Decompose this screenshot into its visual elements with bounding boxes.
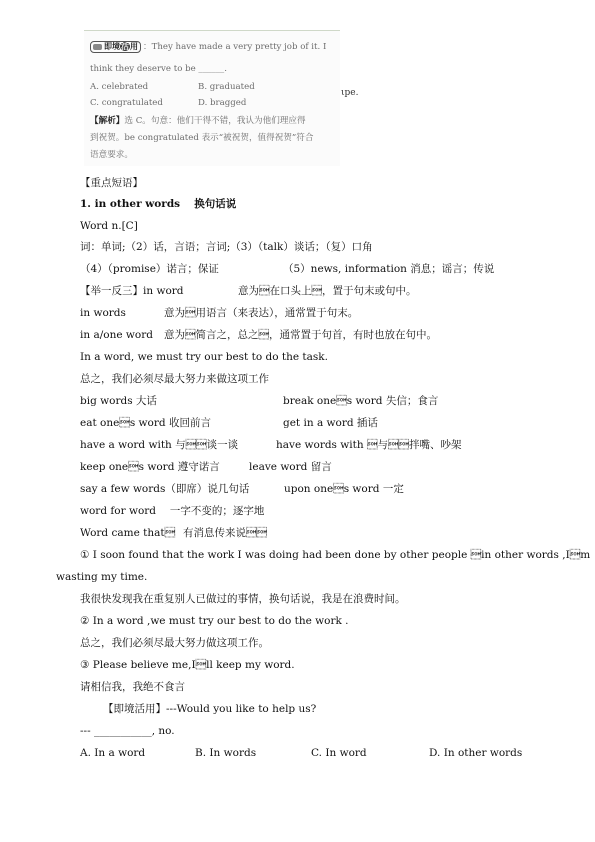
extension-in-words: in words	[80, 307, 126, 319]
phrase-break-word: break ones word 失信；食言	[283, 395, 439, 407]
word-definition-1: 词：单词;（2）话，言语；言词;（3）（talk）谈话；（复）口角	[80, 241, 373, 253]
phrase-big-words: big words 大话	[80, 395, 157, 407]
phrase-word-came-meaning: 有消息传来说	[183, 527, 267, 539]
phrase-have-words: have words with 与拌嘴、吵架	[276, 439, 462, 451]
example-sentence-en: In a word, we must try our best to do the task.	[80, 351, 328, 363]
example-3-en: ③ Please believe me,Ill keep my word.	[80, 659, 295, 671]
phrase-upon-word: upon ones word 一定	[284, 483, 404, 495]
phrase-keep-word: keep ones word 遵守诺言	[80, 461, 220, 473]
phrase-say-few-words: say a few words（即席）说几句话	[80, 483, 250, 495]
word-definition-3: （5）news, information 消息；谣言；传说	[283, 263, 495, 275]
phrase-word-came: Word came that	[80, 527, 176, 539]
scanned-exercise-image	[84, 30, 340, 166]
extension-in-word: 【举一反三】in word	[80, 285, 184, 297]
example-1-en: ① I soon found that the work I was doing had been done by other people in other words ,Im	[80, 549, 591, 561]
phrase-leave-word: leave word 留言	[249, 461, 332, 473]
scan-question-line-2: think they deserve to be ______.	[90, 64, 227, 74]
example-2-en: ② In a word ,we must try our best to do the work .	[80, 615, 349, 627]
practice-question: 【即境活用】---Would you like to help us?	[103, 703, 317, 715]
practice-answer-blank: --- ___________, no.	[80, 725, 175, 737]
phrase-eat-word: eat ones word 收回前言	[80, 417, 211, 429]
extension-in-word-meaning: 意为在口头上，置于句末或句中。	[238, 285, 417, 297]
scan-option-a: A. celebrated	[90, 82, 149, 92]
scan-analysis-line-2: 到祝贺。be congratulated 表示“被祝贺，值得祝贺”符合	[90, 133, 314, 143]
example-1-en-cont: wasting my time.	[56, 571, 148, 583]
scan-analysis-line-1: 【解析】选 C。句意：他们干得不错，我认为他们理应得	[90, 116, 306, 126]
extension-in-words-meaning: 意为用语言（来表达），通常置于句末。	[164, 307, 359, 319]
phrase-word-for-word: word for word 一字不变的；逐字地	[80, 505, 265, 517]
scan-question-line-1: 即境活用 ：They have made a very pretty job of it. I	[90, 41, 326, 53]
extension-in-a-word-meaning: 意为简言之，总之，通常置于句首，有时也放在句中。	[164, 329, 437, 341]
phrase-have-a-word: have a word with 与谈一谈	[80, 439, 239, 451]
scan-analysis-line-3: 语意要求。	[90, 150, 133, 160]
example-2-zh: 总之，我们必须尽最大努力做这项工作。	[80, 637, 269, 649]
scan-option-c: C. congratulated	[90, 98, 163, 108]
trailing-text: ιpe.	[341, 88, 359, 98]
phrase-heading: 1. in other words 换句话说	[80, 198, 237, 210]
example-1-zh: 我很快发现我在重复别人已做过的事情，换句话说，我是在浪费时间。	[80, 593, 406, 605]
word-entry: Word n.[C]	[80, 220, 138, 232]
book-icon	[93, 44, 102, 50]
example-sentence-zh: 总之，我们必须尽最大努力来做这项工作	[80, 373, 269, 385]
option-c: C. In word	[311, 747, 367, 759]
example-3-zh: 请相信我，我绝不食言	[80, 681, 185, 693]
word-definition-2: （4）（promise）诺言；保证	[80, 263, 219, 275]
option-b: B. In words	[195, 747, 257, 759]
section-heading: 【重点短语】	[80, 177, 143, 189]
practice-tag: 即境活用	[90, 41, 141, 53]
phrase-get-in-word: get in a word 插话	[283, 417, 378, 429]
option-d: D. In other words	[429, 747, 523, 759]
extension-in-a-word: in a/one word	[80, 329, 153, 341]
scan-option-d: D. bragged	[198, 98, 247, 108]
option-a: A. In a word	[80, 747, 146, 759]
scan-option-b: B. graduated	[198, 82, 255, 92]
